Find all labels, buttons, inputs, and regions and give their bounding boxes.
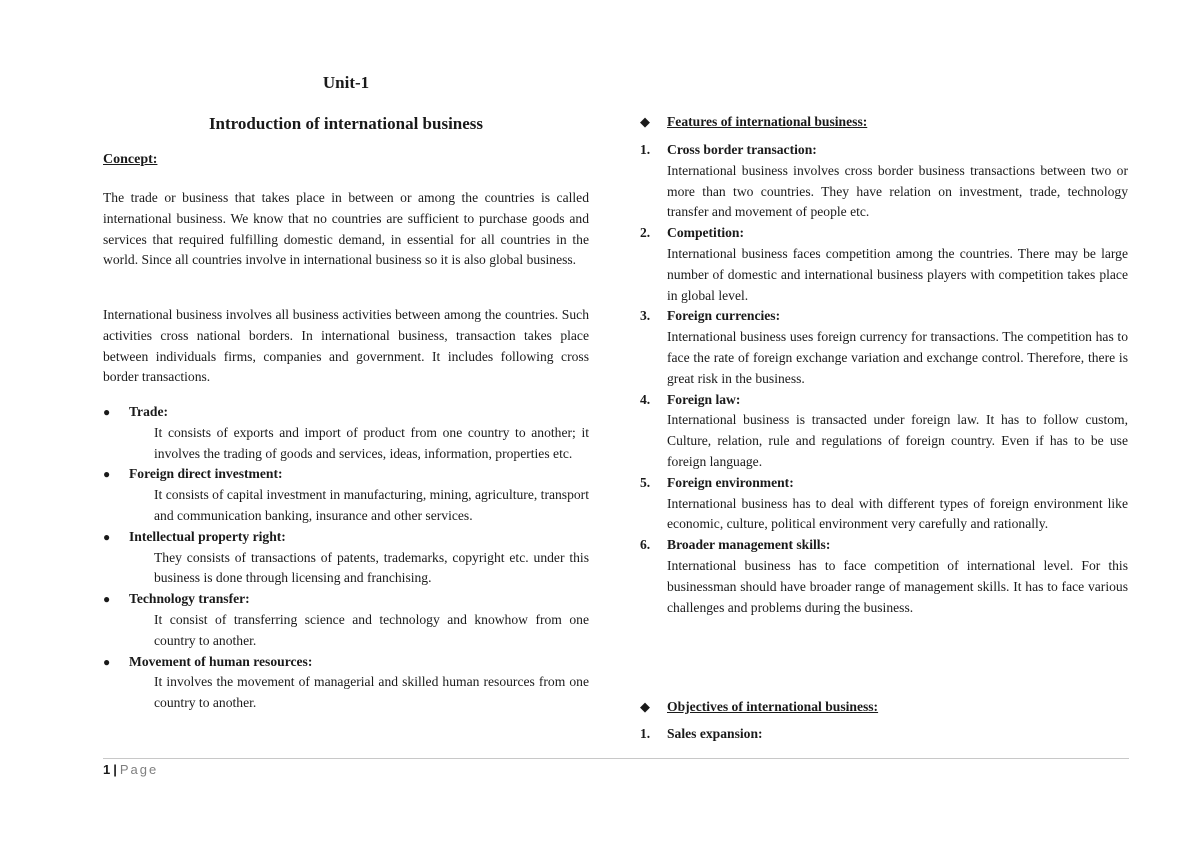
list-item [640, 140, 1128, 223]
list-item [103, 402, 589, 464]
list-item-text: International business has to face competition of international level. For this businessman should have broader range of management skills. It has to face various challenges and problems during the business. [667, 557, 1128, 615]
concept-heading: Concept: [103, 152, 158, 167]
concept-paragraph-1: The trade or business that takes place in between or among the countries is called international business. We know that no countries are sufficient to purchase goods and services that required fulfilling domestic demand, in essential for all countries in the world. Since all countries involve in international business so it is also global business. [103, 190, 589, 268]
diamond-icon: ◆ [640, 114, 650, 129]
list-item-number: 1. [640, 726, 651, 741]
list-item-title: Sales expansion: [667, 726, 763, 741]
list-item-title: Trade: [129, 404, 169, 419]
page-title: Introduction of international business [208, 114, 484, 133]
list-item-text: It involves the movement of managerial and skilled human resources from one country to another. [154, 674, 589, 711]
list-item-title: Foreign direct investment: [129, 466, 283, 482]
page-footer [103, 762, 158, 777]
list-item [103, 464, 589, 526]
list-item-number: 4. [640, 391, 651, 407]
page-label: Page [119, 762, 159, 777]
objectives-heading: Objectives of international business: [667, 699, 879, 714]
list-item-number: 1. [640, 142, 651, 157]
list-item-text: International business has to deal with different types of foreign environment like economic, culture, political environment very carefully and rationally. [667, 495, 1128, 532]
list-item-text: International business faces competition among the countries. There may be large number of domestic and international business players with competition takes place in global level. [667, 245, 1128, 303]
list-item-title: Movement of human resources: [129, 653, 313, 669]
footer-separator: | [113, 762, 117, 777]
list-item-number: 5. [640, 474, 651, 490]
features-list [640, 140, 1128, 618]
bullet-icon: ● [103, 529, 111, 544]
footer-divider [103, 758, 1129, 759]
list-item-title: Intellectual property right: [129, 528, 286, 544]
diamond-icon: ◆ [640, 699, 650, 714]
list-item-text: International business is transacted under foreign law. It has to follow custom, Culture, relation, rule and regulations of foreign country. Even if has to be use foreign language. [667, 412, 1128, 469]
list-item-text: It consists of capital investment in manufacturing, mining, agriculture, transport and communication banking, insurance and other services. [154, 487, 589, 523]
list-item [640, 223, 1128, 306]
list-item-text: It consists of exports and import of product from one country to another; it involves the trading of goods and services, ideas, information, properties etc. [154, 424, 589, 461]
list-item-number: 2. [640, 225, 651, 241]
list-item [640, 724, 1128, 745]
list-item [640, 535, 1128, 618]
transactions-list [103, 402, 589, 714]
list-item-title: Technology transfer: [129, 591, 250, 607]
list-item [640, 306, 1128, 389]
list-item-number: 6. [640, 537, 651, 553]
list-item-text: It consist of transferring science and technology and knowhow from one country to another. [154, 611, 589, 648]
list-item-text: International business involves cross border business transactions between two or more than two countries. They have relation on investment, trade, technology transfer and movement of people etc. [667, 162, 1128, 220]
list-item [640, 390, 1128, 473]
page-number: 1 [103, 762, 111, 777]
list-item-title: Foreign environment: [667, 474, 794, 490]
bullet-icon: ● [103, 467, 111, 482]
list-item-text: They consists of transactions of patents, trademarks, copyright etc. under this business is done through licensing and franchising. [154, 549, 589, 586]
bullet-icon: ● [103, 405, 111, 419]
bullet-icon: ● [103, 592, 111, 607]
bullet-icon: ● [103, 654, 111, 669]
list-item-title: Competition: [667, 225, 745, 241]
list-item-number: 3. [640, 308, 651, 324]
features-heading: Features of international business: [667, 114, 868, 129]
list-item [640, 473, 1128, 535]
concept-paragraph-2: International business involves all business activities between among the countries. Such activities cross national borders. In international business, transaction takes place between individuals firms, companies and government. It includes following cross border transactions. [103, 307, 589, 385]
list-item [103, 527, 589, 589]
list-item-title: Foreign law: [667, 391, 741, 407]
list-item [103, 589, 589, 651]
list-item-title: Foreign currencies: [667, 308, 781, 324]
list-item [103, 652, 589, 714]
unit-title: Unit-1 [322, 73, 370, 92]
list-item-text: International business uses foreign currency for transactions. The competition has to face the rate of foreign exchange variation and exchange control. Therefore, there is great risk in the business. [667, 329, 1128, 386]
list-item-title: Cross border transaction: [667, 142, 817, 157]
list-item-title: Broader management skills: [667, 537, 831, 553]
